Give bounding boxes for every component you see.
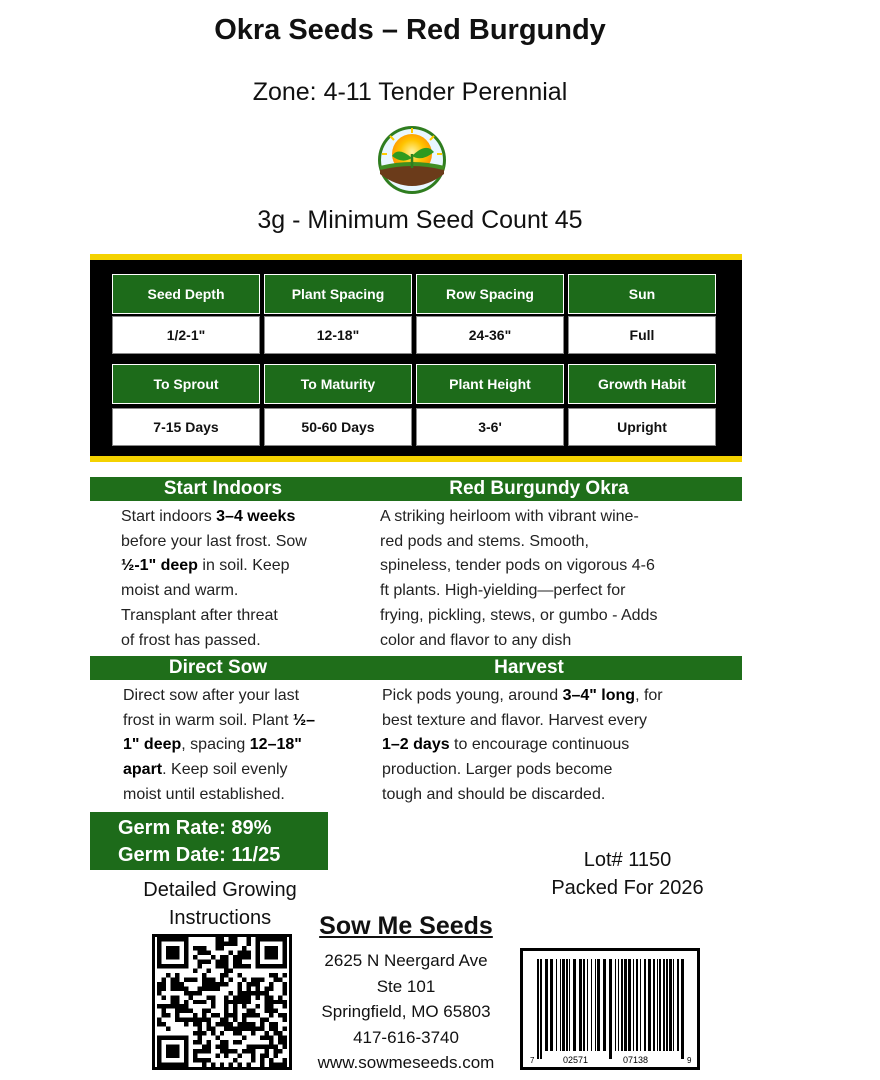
text-line: before your last frost. Sow (121, 532, 307, 550)
barcode-icon (523, 951, 697, 1067)
spec-val-plant-height: 3-6' (416, 408, 564, 446)
barcode-digits-right: 07138 (623, 1055, 649, 1065)
text-line: production. Larger pods become (382, 761, 613, 779)
spec-head-growth-habit: Growth Habit (568, 364, 716, 404)
text-line: ½-1" deep in soil. Keep (121, 557, 290, 575)
text-line: color and flavor to any dish (380, 631, 572, 649)
website-link[interactable]: www.sowmeseeds.com (317, 1053, 495, 1072)
text-line: Transplant after threat (121, 606, 278, 624)
address-line: 2625 N Neergard Ave (324, 951, 488, 970)
spec-head-to-sprout: To Sprout (112, 364, 260, 404)
germ-box (90, 812, 328, 870)
spec-head-seed-depth: Seed Depth (112, 274, 260, 314)
spec-val-plant-spacing: 12-18" (264, 316, 412, 354)
text-line: moist until established. (123, 785, 285, 803)
text-line: tough and should be discarded. (382, 785, 606, 803)
lot-info (520, 846, 735, 902)
spec-table (90, 254, 742, 462)
qr-code[interactable] (152, 934, 292, 1070)
spec-head-sun: Sun (568, 274, 716, 314)
text-line: 1–2 days to encourage continuous (382, 736, 630, 754)
text-line: Start indoors 3–4 weeks (121, 508, 296, 525)
barcode (520, 948, 700, 1070)
qr-code-icon (155, 937, 289, 1067)
company-address (296, 948, 516, 1076)
text-line: of frost has passed. (121, 631, 261, 649)
lot-number: Lot# 1150 (583, 849, 672, 871)
barcode-digit-first: 7 (530, 1056, 535, 1065)
spec-val-growth-habit: Upright (568, 408, 716, 446)
instructions-line-1: Detailed Growing (143, 879, 297, 901)
harvest-text (382, 684, 742, 808)
spec-val-row-spacing: 24-36" (416, 316, 564, 354)
barcode-digits-left: 02571 (563, 1055, 589, 1065)
address-line: Springfield, MO 65803 (321, 1002, 491, 1021)
harvest-heading: Harvest (494, 657, 564, 678)
text-line: moist and warm. (121, 582, 239, 600)
direct-sow-heading: Direct Sow (168, 657, 268, 678)
text-line: Pick pods young, around 3–4" long, for (382, 687, 663, 704)
spec-val-to-sprout: 7-15 Days (112, 408, 260, 446)
page-title: Okra Seeds – Red Burgundy (214, 14, 606, 46)
text-line: A striking heirloom with vibrant wine- (380, 508, 639, 525)
text-line: ft plants. High-yielding—perfect for (380, 582, 626, 600)
spec-val-sun: Full (568, 316, 716, 354)
start-indoors-heading: Start Indoors (163, 478, 283, 499)
packed-for: Packed For 2026 (551, 877, 704, 899)
germ-rate: Germ Rate: 89% (118, 817, 272, 839)
variety-description (380, 505, 740, 653)
text-line: spineless, tender pods on vigorous 4-6 (380, 557, 655, 575)
detailed-instructions-label (120, 876, 320, 932)
text-line: Direct sow after your last (123, 687, 300, 704)
direct-sow-text (123, 684, 368, 808)
text-line: 1" deep, spacing 12–18" (123, 736, 302, 754)
phone-number: 417-616-3740 (353, 1027, 459, 1047)
zone-label: Zone: 4-11 Tender Perennial (252, 78, 568, 106)
text-line: red pods and stems. Smooth, (380, 532, 589, 550)
spec-val-to-maturity: 50-60 Days (264, 408, 412, 446)
sunrise-sprout-logo-icon (374, 124, 450, 196)
variety-heading: Red Burgundy Okra (449, 478, 629, 499)
spec-head-to-maturity: To Maturity (264, 364, 412, 404)
instructions-line-2: Instructions (168, 907, 272, 929)
text-line: frying, pickling, stews, or gumbo - Adds (380, 606, 658, 624)
text-line: apart. Keep soil evenly (123, 761, 288, 779)
text-line: frost in warm soil. Plant ½– (123, 711, 316, 729)
spec-head-plant-spacing: Plant Spacing (264, 274, 412, 314)
spec-head-plant-height: Plant Height (416, 364, 564, 404)
address-line: Ste 101 (376, 976, 436, 996)
seed-count: 3g - Minimum Seed Count 45 (257, 206, 583, 234)
spec-val-seed-depth: 1/2-1" (112, 316, 260, 354)
text-line: best texture and flavor. Harvest every (382, 711, 648, 729)
start-indoors-text (121, 505, 366, 653)
company-name: Sow Me Seeds (319, 912, 493, 940)
germ-date: Germ Date: 11/25 (118, 844, 281, 866)
barcode-digit-last: 9 (687, 1056, 692, 1065)
spec-head-row-spacing: Row Spacing (416, 274, 564, 314)
